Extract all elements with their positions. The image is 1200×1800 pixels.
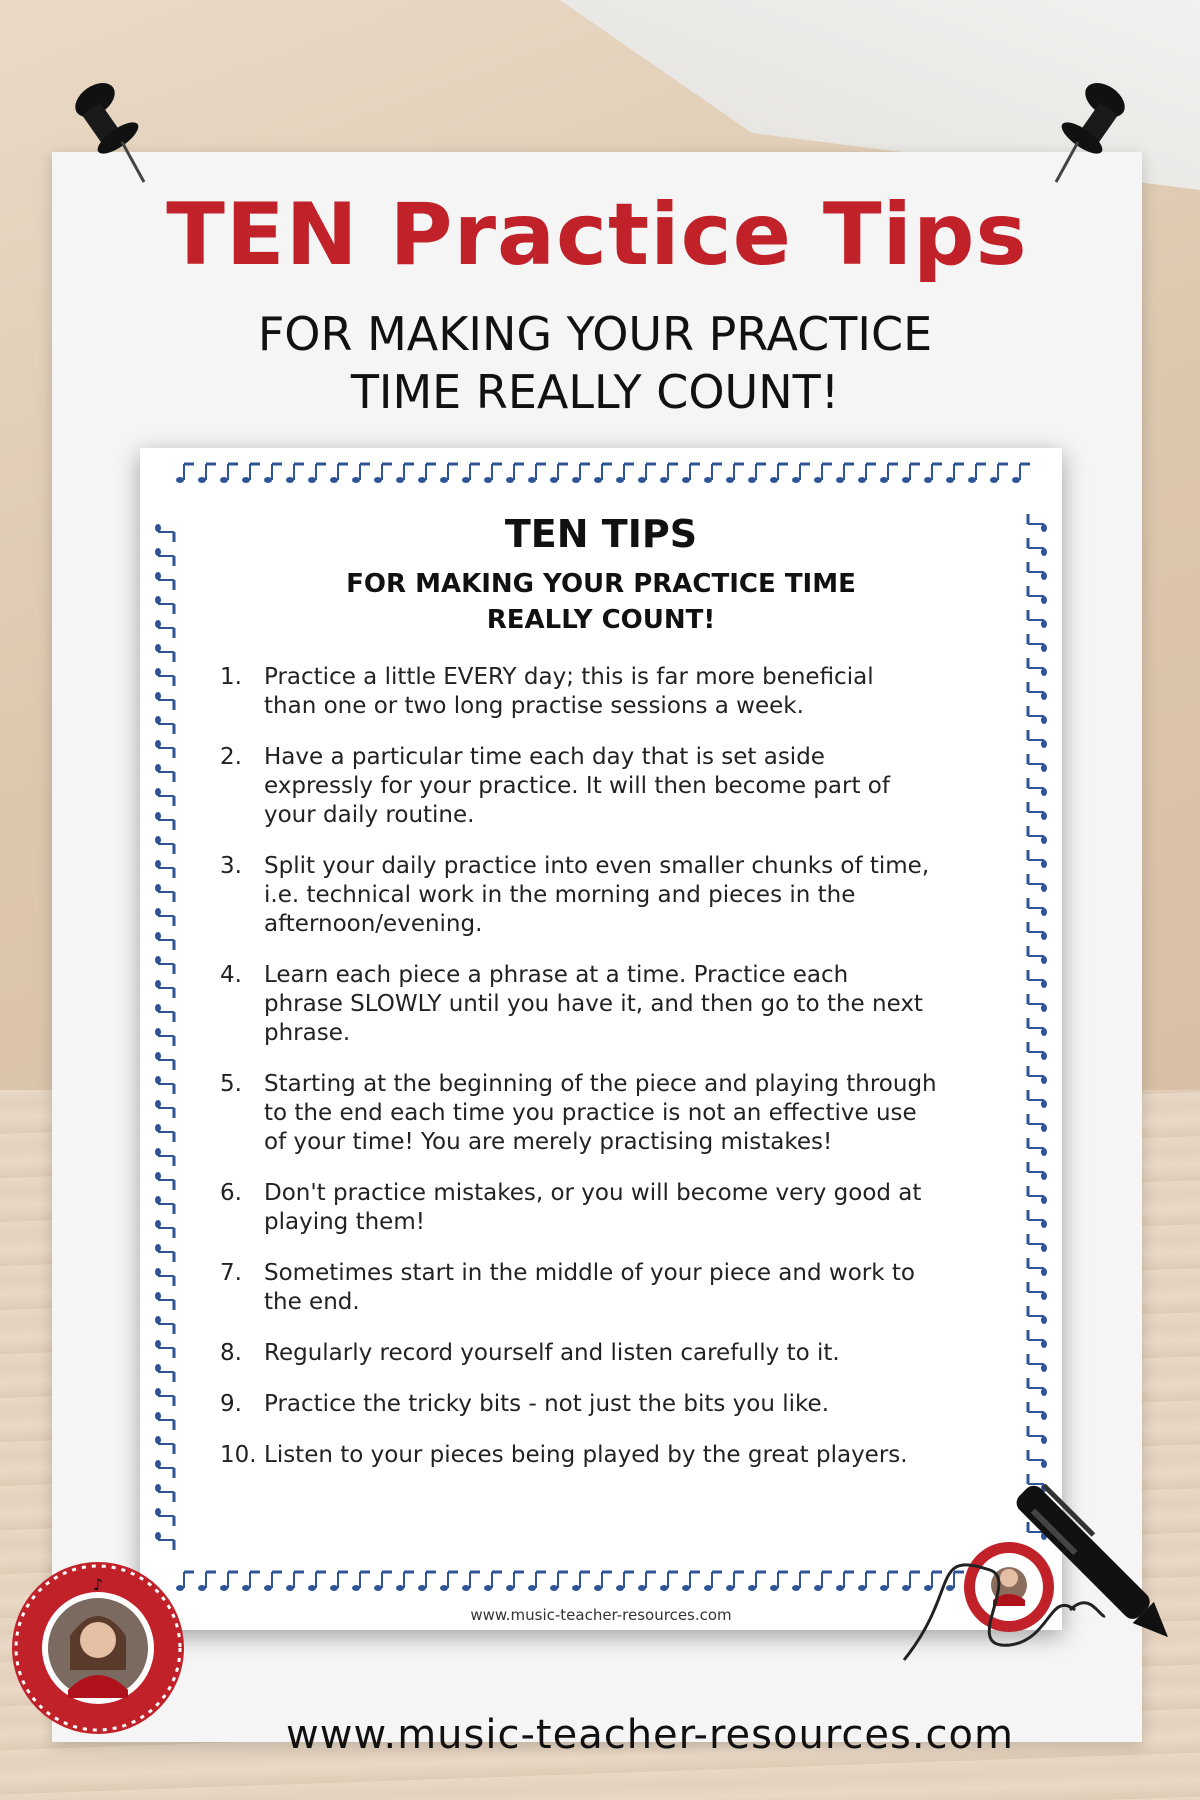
- music-note-icon: [616, 464, 634, 483]
- music-note-icon: [155, 1220, 174, 1238]
- tip-text-line: afternoon/evening.: [264, 911, 483, 937]
- music-note-icon: [660, 1572, 678, 1591]
- music-note-icon: [308, 1572, 326, 1591]
- music-note-icon: [155, 1532, 174, 1550]
- tip-text-line: expressly for your practice. It will then become part of: [264, 773, 890, 799]
- worksheet-subtitle-line2: REALLY COUNT!: [486, 605, 716, 635]
- worksheet-subtitle-line1: FOR MAKING YOUR PRACTICE TIME: [346, 569, 856, 599]
- music-note-icon: [836, 464, 854, 483]
- music-note-icon: [155, 1148, 174, 1166]
- tip-number: 7.: [220, 1260, 242, 1286]
- music-note-icon: [682, 464, 700, 483]
- pushpin-icon-right: [1050, 78, 1140, 188]
- music-note-icon: [1028, 562, 1047, 580]
- music-note-icon: [484, 464, 502, 483]
- music-note-icon: [155, 1124, 174, 1142]
- music-note-icon: [528, 464, 546, 483]
- music-note-icon: [1028, 1186, 1047, 1204]
- music-note-icon: [858, 464, 876, 483]
- tip-item: [220, 743, 980, 830]
- pen-icon: [900, 1440, 1190, 1710]
- music-note-icon: [396, 1572, 414, 1591]
- music-note-icon: [242, 464, 260, 483]
- music-note-icon: [550, 464, 568, 483]
- music-note-icon: [528, 1572, 546, 1591]
- music-note-icon: [155, 1460, 174, 1478]
- music-note-icon: [1028, 874, 1047, 892]
- music-note-icon: [704, 464, 722, 483]
- main-subtitle-line2: TIME REALLY COUNT!: [350, 365, 840, 419]
- music-note-icon: [1028, 1234, 1047, 1252]
- music-note-icon: [330, 464, 348, 483]
- tip-text-line: phrase.: [264, 1020, 351, 1046]
- music-note-icon: [242, 1572, 260, 1591]
- tips-list: [220, 663, 980, 1492]
- music-note-icon: [440, 1572, 458, 1591]
- music-note-icon: [704, 1572, 722, 1591]
- tip-text-line: Don't practice mistakes, or you will become very good at: [264, 1180, 922, 1206]
- music-note-icon: [155, 1508, 174, 1526]
- music-note-icon: [155, 596, 174, 614]
- worksheet-url: www.music-teacher-resources.com: [470, 1606, 732, 1624]
- tip-item: [220, 1179, 980, 1237]
- music-note-icon: [748, 464, 766, 483]
- music-note-icon: [770, 1572, 788, 1591]
- music-note-icon: [155, 1172, 174, 1190]
- tip-text-line: to the end each time you practice is not an effective use: [264, 1100, 917, 1126]
- music-note-icon: [572, 1572, 590, 1591]
- music-note-icon: [594, 1572, 612, 1591]
- music-note-icon: [1028, 1402, 1047, 1420]
- tip-text-line: phrase SLOWLY until you have it, and then go to the next: [264, 991, 923, 1017]
- tip-number: 5.: [220, 1071, 242, 1097]
- main-title: TEN Practice Tips: [166, 185, 1028, 285]
- music-note-icon: [616, 1572, 634, 1591]
- tip-text-line: Practice the tricky bits - not just the bits you like.: [264, 1391, 830, 1417]
- music-note-icon: [506, 1572, 524, 1591]
- music-note-icon: [155, 860, 174, 878]
- tip-text-line: Sometimes start in the middle of your piece and work to: [264, 1260, 915, 1286]
- music-note-icon: [198, 1572, 216, 1591]
- worksheet-subtitle: [260, 566, 942, 638]
- music-note-icon: [638, 1572, 656, 1591]
- music-note-icon: [1028, 706, 1047, 724]
- music-note-icon: [462, 464, 480, 483]
- music-note-icon: [1028, 1138, 1047, 1156]
- music-note-icon: [1028, 730, 1047, 748]
- tip-number: 2.: [220, 744, 242, 770]
- music-note-icon: [1028, 850, 1047, 868]
- main-subtitle-line1: FOR MAKING YOUR PRACTICE: [257, 307, 933, 361]
- music-note-icon: [638, 464, 656, 483]
- music-note-icon: [1028, 610, 1047, 628]
- music-note-icon: [880, 464, 898, 483]
- music-note-icon: [155, 1412, 174, 1430]
- music-note-icon: [968, 464, 986, 483]
- music-note-icon: [418, 464, 436, 483]
- music-note-icon: [682, 1572, 700, 1591]
- music-note-icon: [1028, 1018, 1047, 1036]
- music-note-icon: [990, 464, 1008, 483]
- music-note-icon: [484, 1572, 502, 1591]
- music-note-icon: [155, 1100, 174, 1118]
- music-note-icon: [1028, 754, 1047, 772]
- music-note-icon: [1028, 1282, 1047, 1300]
- music-note-icon: [155, 1364, 174, 1382]
- music-note-icon: [155, 956, 174, 974]
- music-note-icon: [220, 1572, 238, 1591]
- pushpin-icon-left: [60, 78, 150, 188]
- music-note-icon: [155, 764, 174, 782]
- music-note-icon: [155, 1004, 174, 1022]
- music-note-icon: [1028, 1210, 1047, 1228]
- music-note-icon: [374, 1572, 392, 1591]
- music-note-icon: [155, 932, 174, 950]
- music-note-icon: [1028, 682, 1047, 700]
- music-note-icon: [155, 884, 174, 902]
- music-note-icon: [155, 620, 174, 638]
- music-note-icon: [726, 464, 744, 483]
- music-note-icon: [1028, 1162, 1047, 1180]
- tip-number: 1.: [220, 664, 242, 690]
- music-note-icon: [198, 464, 216, 483]
- music-note-icon: [550, 1572, 568, 1591]
- music-note-icon: [352, 464, 370, 483]
- music-note-icon: [155, 1340, 174, 1358]
- music-note-icon: [155, 1076, 174, 1094]
- tip-item: [220, 852, 980, 939]
- music-note-icon: [1028, 658, 1047, 676]
- tip-item: [220, 1259, 980, 1317]
- music-note-icon: [418, 1572, 436, 1591]
- music-note-icon: [264, 464, 282, 483]
- music-note-icon: [155, 812, 174, 830]
- main-subtitle: [150, 305, 1040, 421]
- tip-number: 8.: [220, 1340, 242, 1366]
- music-note-icon: [1028, 994, 1047, 1012]
- music-note-icon: [1028, 778, 1047, 796]
- music-note-icon: [155, 1196, 174, 1214]
- music-note-icon: [155, 1484, 174, 1502]
- music-note-icon: [792, 1572, 810, 1591]
- tip-item: [220, 1390, 980, 1419]
- tip-text-line: Practice a little EVERY day; this is far more beneficial: [264, 664, 874, 690]
- music-note-icon: [660, 464, 678, 483]
- music-note-icon: [880, 1572, 898, 1591]
- tip-item: [220, 663, 980, 721]
- tip-number: 9.: [220, 1391, 242, 1417]
- music-note-icon: [572, 464, 590, 483]
- music-note-icon: [726, 1572, 744, 1591]
- music-note-icon: [1028, 1306, 1047, 1324]
- music-note-icon: [155, 908, 174, 926]
- tip-number: 3.: [220, 853, 242, 879]
- music-note-icon: [440, 464, 458, 483]
- music-note-icon: [155, 1436, 174, 1454]
- music-note-icon: [924, 464, 942, 483]
- music-note-icon: [155, 980, 174, 998]
- music-note-icon: [836, 1572, 854, 1591]
- tip-text-line: of your time! You are merely practising mistakes!: [264, 1129, 833, 1155]
- music-note-icon: [176, 464, 194, 483]
- svg-text:♪: ♪: [92, 1575, 104, 1594]
- music-note-icon: [1028, 802, 1047, 820]
- music-note-icon: [155, 692, 174, 710]
- music-note-icon: [264, 1572, 282, 1591]
- tip-number: 6.: [220, 1180, 242, 1206]
- tip-text-line: Have a particular time each day that is set aside: [264, 744, 825, 770]
- music-note-icon: [1028, 970, 1047, 988]
- music-note-icon: [396, 464, 414, 483]
- music-note-icon: [1028, 1066, 1047, 1084]
- music-note-icon: [155, 1388, 174, 1406]
- music-note-icon: [374, 464, 392, 483]
- music-note-icon: [1028, 586, 1047, 604]
- music-note-icon: [155, 572, 174, 590]
- brand-badge-logo: [10, 1560, 186, 1736]
- tip-text-line: Starting at the beginning of the piece and playing through: [264, 1071, 937, 1097]
- tip-item: [220, 1339, 980, 1368]
- tip-item: [220, 961, 980, 1048]
- footer-url: www.music-teacher-resources.com: [286, 1712, 1014, 1758]
- music-note-icon: [770, 464, 788, 483]
- music-note-icon: [594, 464, 612, 483]
- music-note-icon: [1028, 1354, 1047, 1372]
- music-note-icon: [155, 716, 174, 734]
- music-note-icon: [155, 1052, 174, 1070]
- tip-text-line: Split your daily practice into even smaller chunks of time,: [264, 853, 930, 879]
- tip-text-line: your daily routine.: [264, 802, 475, 828]
- music-note-icon: [308, 464, 326, 483]
- tip-text-line: i.e. technical work in the morning and pieces in the: [264, 882, 856, 908]
- music-note-icon: [1028, 1090, 1047, 1108]
- music-note-icon: [155, 1316, 174, 1334]
- music-note-icon: [814, 1572, 832, 1591]
- tip-number: 4.: [220, 962, 242, 988]
- tip-text-line: playing them!: [264, 1209, 425, 1235]
- music-note-icon: [1028, 898, 1047, 916]
- music-note-icon: [155, 836, 174, 854]
- music-note-icon: [220, 464, 238, 483]
- music-note-icon: [506, 464, 524, 483]
- music-note-icon: [1028, 1042, 1047, 1060]
- music-note-icon: [1028, 826, 1047, 844]
- tip-text-line: Learn each piece a phrase at a time. Practice each: [264, 962, 849, 988]
- music-note-icon: [902, 464, 920, 483]
- music-note-icon: [286, 464, 304, 483]
- music-note-icon: [1028, 946, 1047, 964]
- tip-item: [220, 1441, 980, 1470]
- music-note-icon: [1028, 1330, 1047, 1348]
- music-note-icon: [352, 1572, 370, 1591]
- music-note-icon: [462, 1572, 480, 1591]
- music-note-icon: [1028, 922, 1047, 940]
- music-note-icon: [792, 464, 810, 483]
- music-note-icon: [155, 668, 174, 686]
- music-note-icon: [155, 644, 174, 662]
- tip-text-line: Regularly record yourself and listen carefully to it.: [264, 1340, 840, 1366]
- music-note-icon: [155, 1268, 174, 1286]
- worksheet-title: TEN TIPS: [504, 512, 698, 556]
- music-note-icon: [1028, 1378, 1047, 1396]
- tip-number: 10.: [220, 1442, 257, 1468]
- tip-text-line: Listen to your pieces being played by the great players.: [264, 1442, 908, 1468]
- music-note-icon: [155, 1028, 174, 1046]
- music-note-icon: [286, 1572, 304, 1591]
- music-note-icon: [330, 1572, 348, 1591]
- tip-text-line: than one or two long practise sessions a week.: [264, 693, 804, 719]
- music-note-icon: [155, 1292, 174, 1310]
- music-note-icon: [1028, 634, 1047, 652]
- tip-text-line: the end.: [264, 1289, 360, 1315]
- music-note-icon: [155, 740, 174, 758]
- music-note-icon: [1028, 1258, 1047, 1276]
- music-note-icon: [946, 464, 964, 483]
- music-note-icon: [858, 1572, 876, 1591]
- music-note-icon: [1012, 464, 1030, 483]
- music-note-icon: [814, 464, 832, 483]
- music-note-icon: [748, 1572, 766, 1591]
- tip-item: [220, 1070, 980, 1157]
- music-note-icon: [155, 788, 174, 806]
- music-note-icon: [155, 1244, 174, 1262]
- music-note-icon: [1028, 1114, 1047, 1132]
